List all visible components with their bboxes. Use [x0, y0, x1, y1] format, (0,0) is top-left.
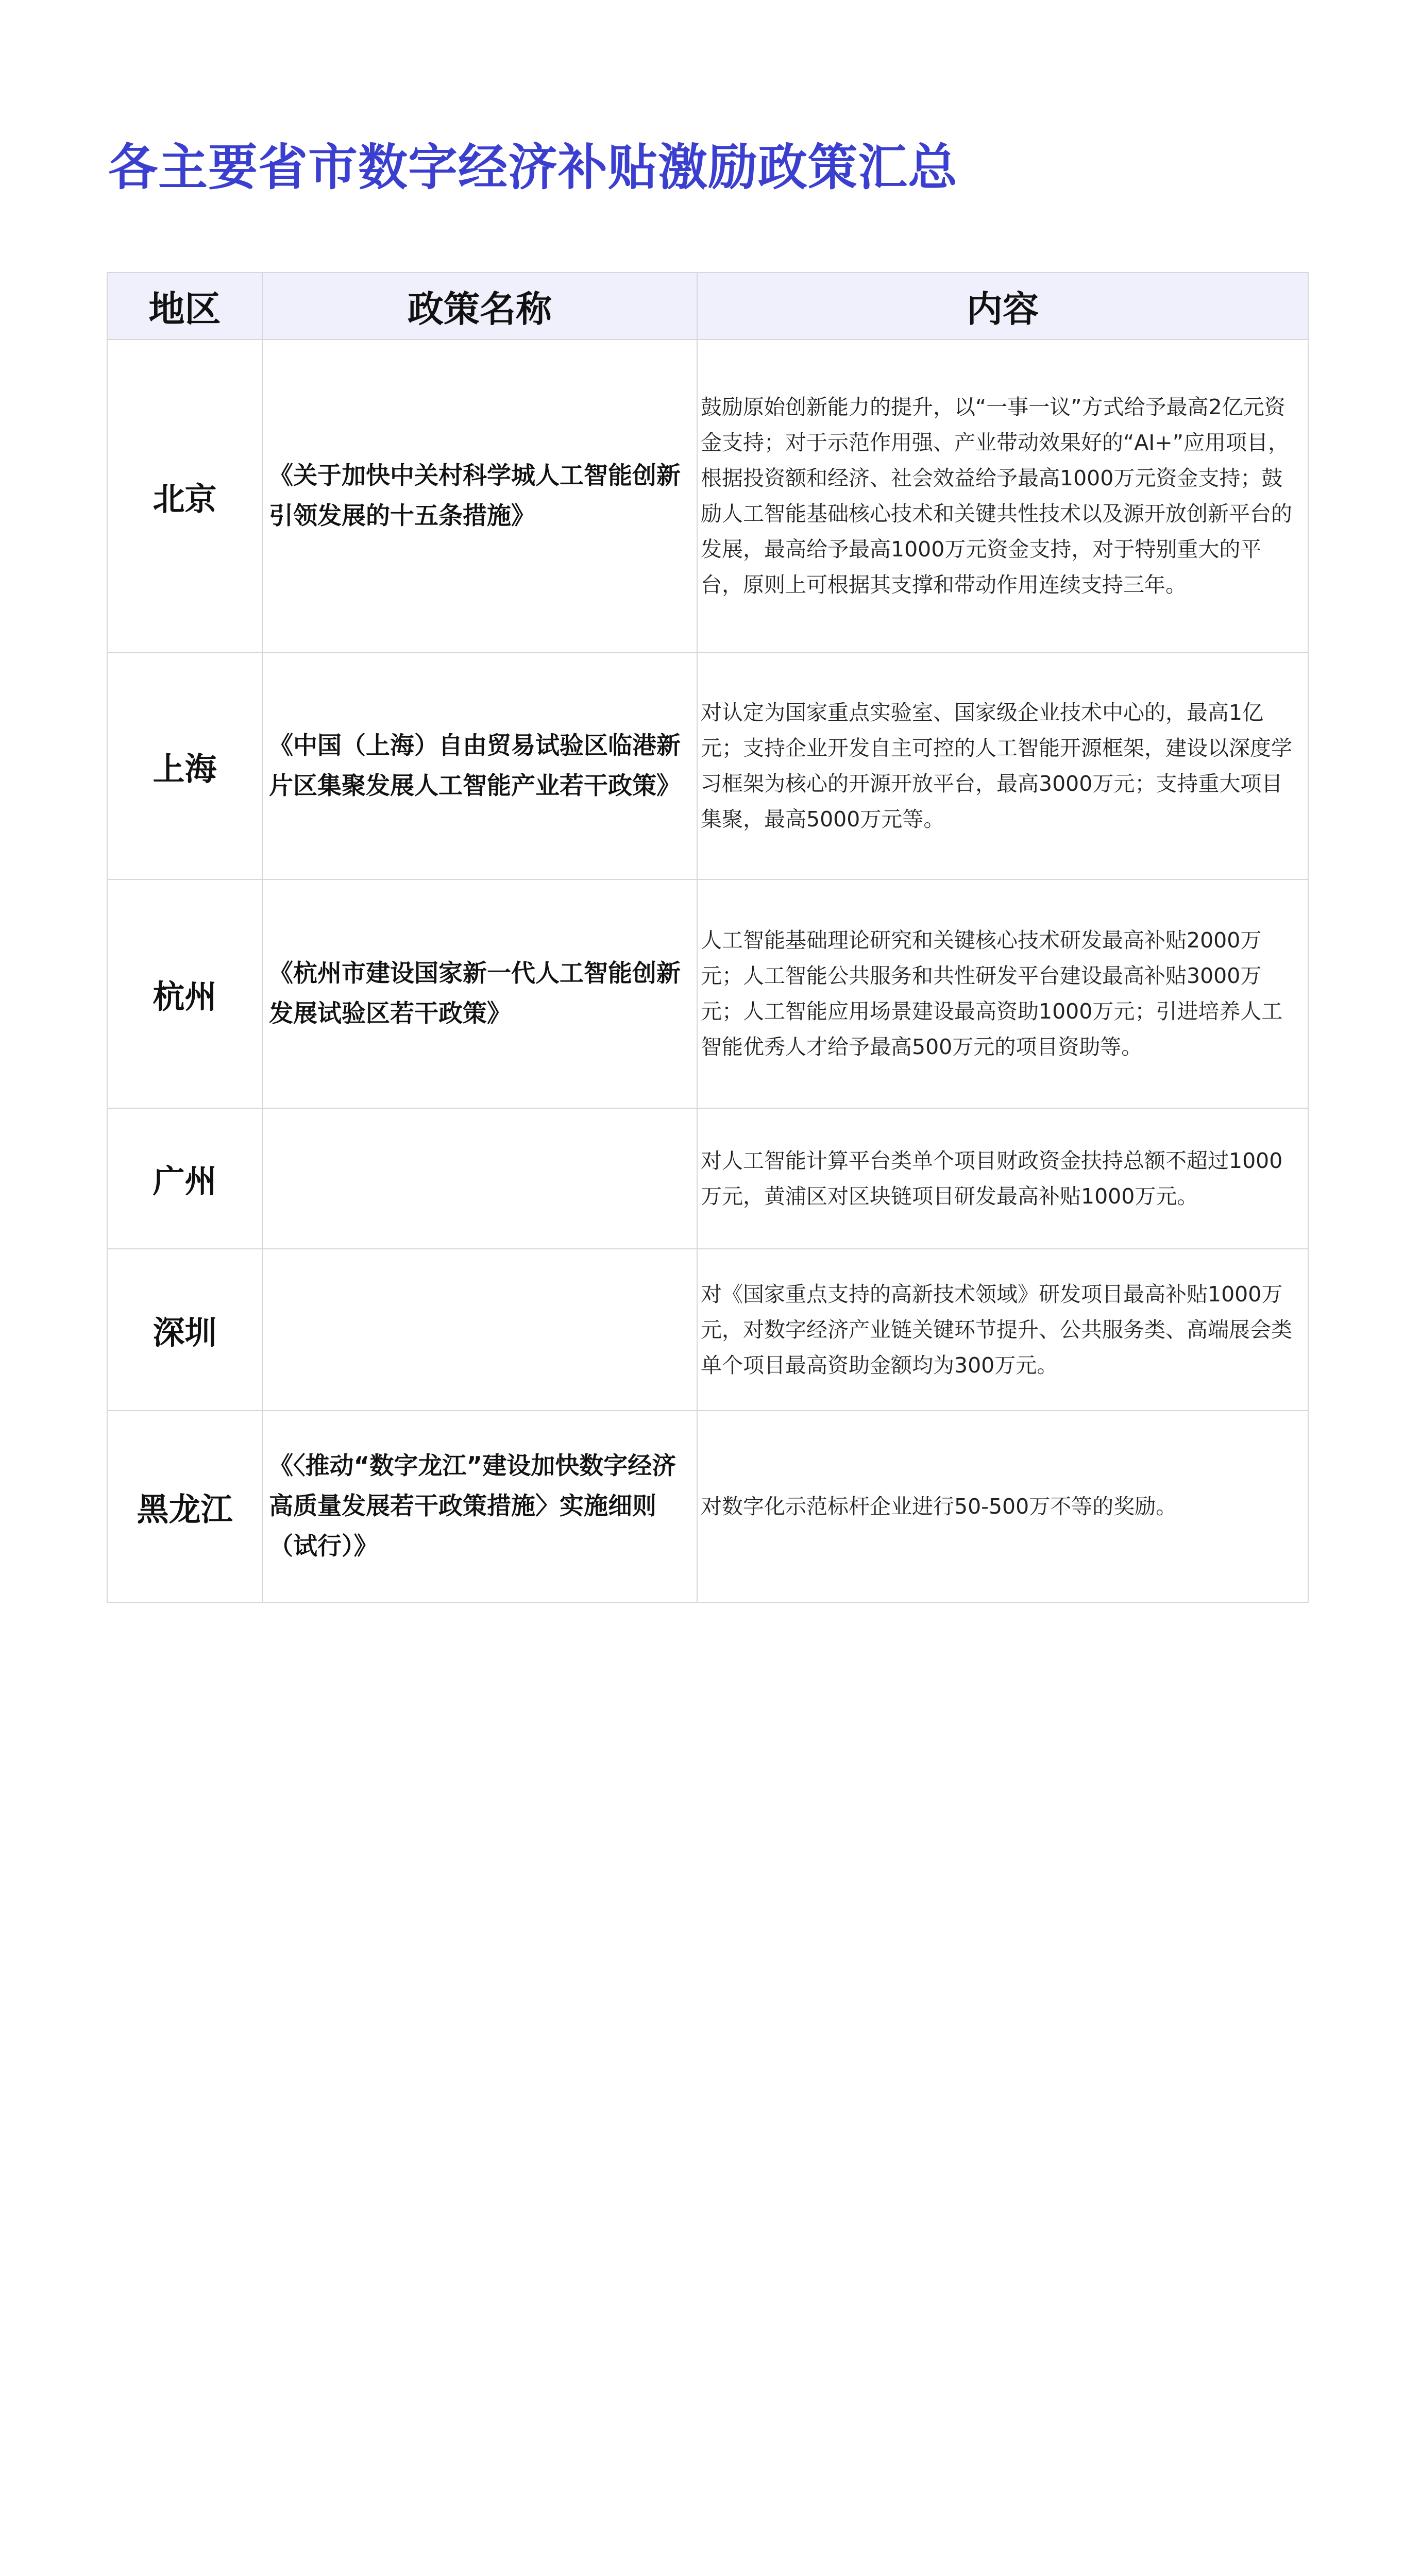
- policy-name-cell: 《中国（上海）自由贸易试验区临港新片区集聚发展人工智能产业若干政策》: [262, 653, 697, 879]
- page-title: 各主要省市数字经济补贴激励政策汇总: [108, 139, 958, 196]
- region-cell: 广州: [107, 1108, 262, 1249]
- content-cell: 对人工智能计算平台类单个项目财政资金扶持总额不超过1000万元，黄浦区对区块链项目研发最高补贴1000万元。: [697, 1108, 1308, 1249]
- region-cell: 上海: [107, 653, 262, 879]
- policy-name-cell: 《杭州市建设国家新一代人工智能创新发展试验区若干政策》: [262, 879, 697, 1108]
- policy-name-cell: [262, 1249, 697, 1411]
- policy-name-cell: 《关于加快中关村科学城人工智能创新引领发展的十五条措施》: [262, 340, 697, 653]
- policy-table: [107, 272, 1309, 1603]
- content-cell: 对数字化示范标杆企业进行50-500万不等的奖励。: [697, 1411, 1308, 1602]
- content-cell: 鼓励原始创新能力的提升，以“一事一议”方式给予最高2亿元资金支持；对于示范作用强、产业带动效果好的“AI+”应用项目，根据投资额和经济、社会效益给予最高1000万元资金支持；鼓励人工智能基础核心技术和关键共性技术以及源开放创新平台的发展，最高给予最高1000万元资金支持，对于特别重大的平台，原则上可根据其支撑和带动作用连续支持三年。: [697, 340, 1308, 653]
- header-content: 内容: [697, 273, 1308, 340]
- policy-name-cell: 《〈推动“数字龙江”建设加快数字经济高质量发展若干政策措施〉实施细则（试行）》: [262, 1411, 697, 1602]
- region-cell: 黑龙江: [107, 1411, 262, 1602]
- header-region: 地区: [107, 273, 262, 340]
- header-policy-name: 政策名称: [262, 273, 697, 340]
- region-cell: 深圳: [107, 1249, 262, 1411]
- table-row: [107, 1249, 1308, 1411]
- content-cell: 对认定为国家重点实验室、国家级企业技术中心的，最高1亿元；支持企业开发自主可控的人工智能开源框架，建设以深度学习框架为核心的开源开放平台，最高3000万元；支持重大项目集聚，最高5000万元等。: [697, 653, 1308, 879]
- table-row: [107, 1411, 1308, 1602]
- region-cell: 北京: [107, 340, 262, 653]
- table-row: [107, 879, 1308, 1108]
- table-row: [107, 1108, 1308, 1249]
- table-row: [107, 653, 1308, 879]
- content-cell: 人工智能基础理论研究和关键核心技术研发最高补贴2000万元；人工智能公共服务和共性研发平台建设最高补贴3000万元；人工智能应用场景建设最高资助1000万元；引进培养人工智能优秀人才给予最高500万元的项目资助等。: [697, 879, 1308, 1108]
- region-cell: 杭州: [107, 879, 262, 1108]
- table-row: [107, 340, 1308, 653]
- policy-name-cell: [262, 1108, 697, 1249]
- table-header-row: [107, 273, 1308, 340]
- content-cell: 对《国家重点支持的高新技术领域》研发项目最高补贴1000万元，对数字经济产业链关键环节提升、公共服务类、高端展会类单个项目最高资助金额均为300万元。: [697, 1249, 1308, 1411]
